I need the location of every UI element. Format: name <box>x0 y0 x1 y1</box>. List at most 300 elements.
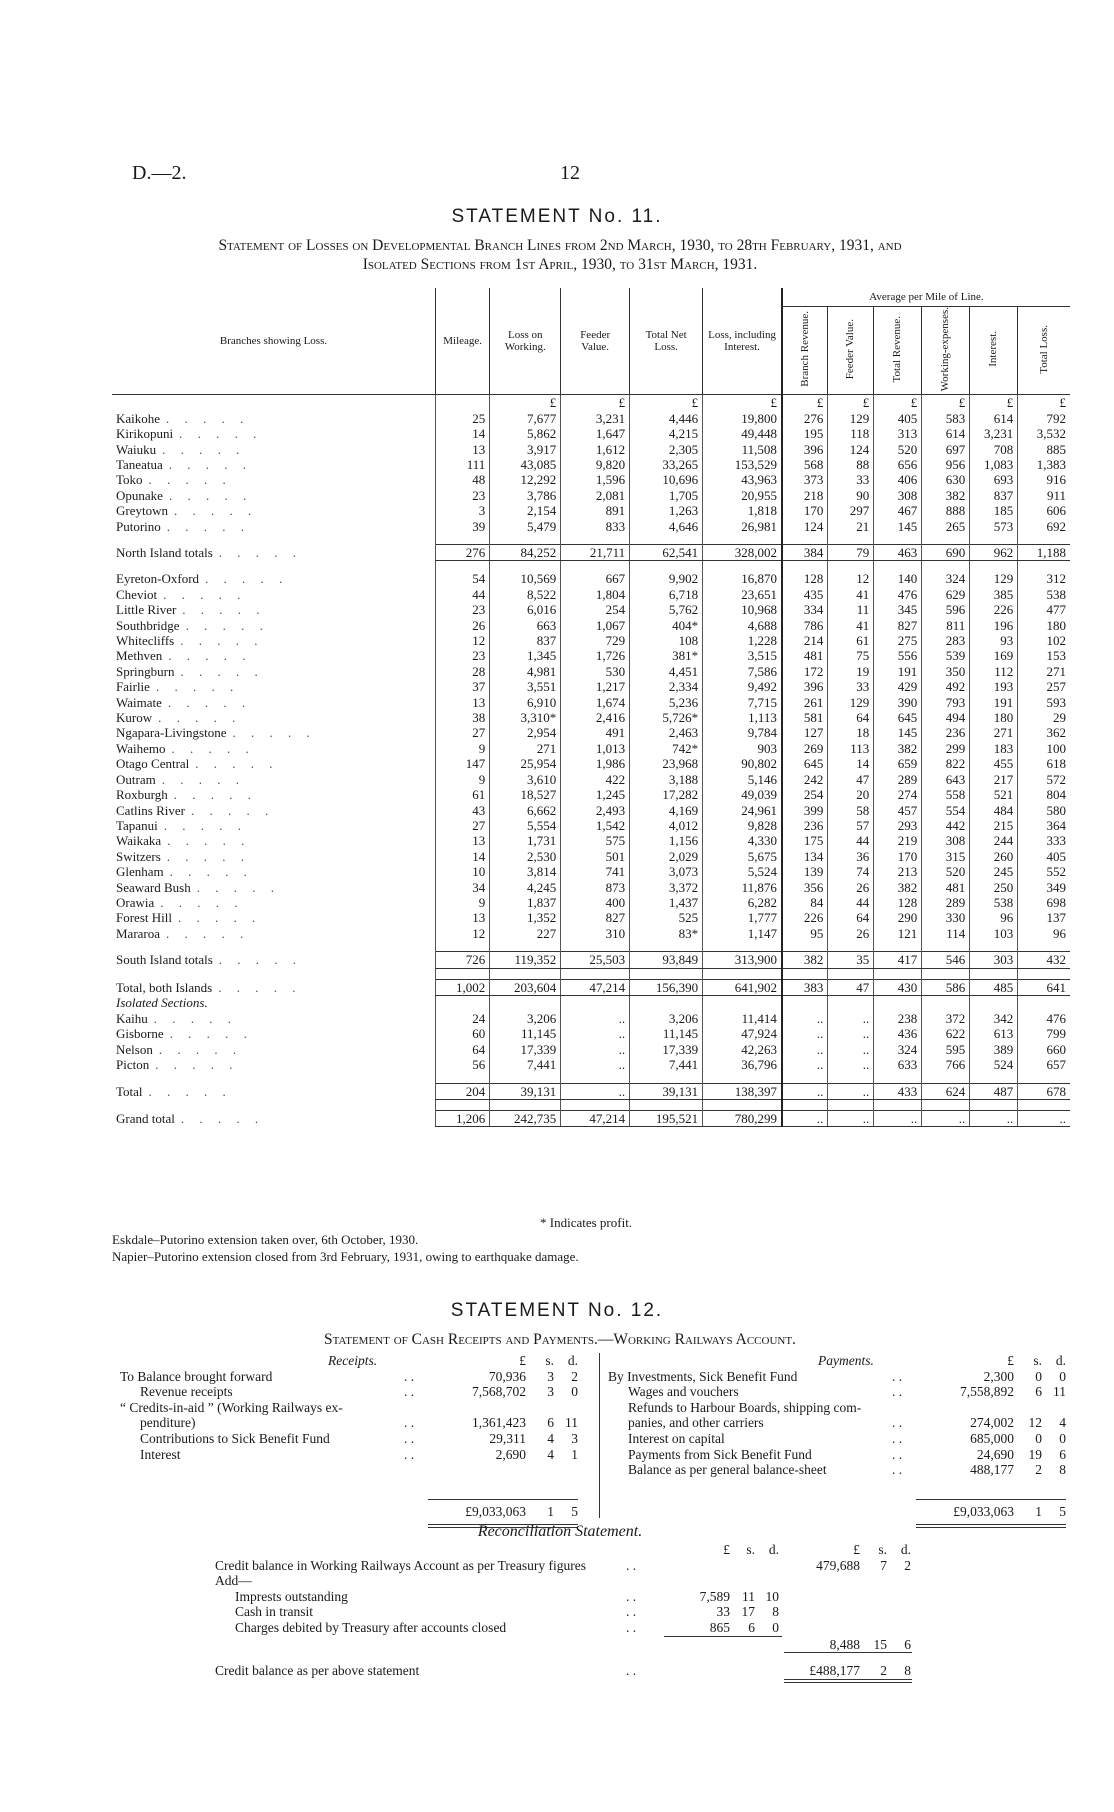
table-cell: 39,131 <box>630 1083 703 1099</box>
table-cell: 3,814 <box>490 864 561 879</box>
table-cell: 463 <box>874 545 922 561</box>
table-cell: 333 <box>1018 833 1070 848</box>
branch-name <box>112 1042 436 1057</box>
branch-name-text: Opunake <box>116 487 163 503</box>
branch-name <box>112 664 436 679</box>
leader-dots: . . . . . <box>171 740 255 756</box>
recon-label: Credit balance as per above statement <box>215 1663 420 1679</box>
leader-dots: . . <box>892 1446 903 1462</box>
table-cell: 9,784 <box>703 725 782 740</box>
table-cell: 276 <box>436 545 490 561</box>
table-row <box>112 895 1070 910</box>
table-cell: 283 <box>922 633 970 648</box>
table-cell: 580 <box>1018 803 1070 818</box>
table-cell: 786 <box>782 618 828 633</box>
table-cell: 20,955 <box>703 488 782 503</box>
table-cell: 297 <box>828 503 874 518</box>
table-row <box>112 587 1070 602</box>
table-cell: 1,674 <box>561 695 630 710</box>
table-cell: 145 <box>874 519 922 534</box>
table-row <box>112 1083 1070 1099</box>
table-row <box>112 818 1070 833</box>
table-cell: 1,705 <box>630 488 703 503</box>
branch-name-text: Total <box>116 1083 143 1099</box>
table-cell: 581 <box>782 710 828 725</box>
table-row <box>112 488 1070 503</box>
spacer-cell <box>874 941 922 952</box>
recon-amount-d: 10 <box>765 1588 779 1604</box>
amount-d: 11 <box>1053 1384 1066 1400</box>
table-cell: 334 <box>782 602 828 617</box>
table-cell: 6,910 <box>490 695 561 710</box>
table-cell: 36,796 <box>703 1057 782 1072</box>
lsd-heading: s. <box>545 1353 554 1368</box>
total-rule <box>428 1499 578 1500</box>
table-cell: 33,265 <box>630 457 703 472</box>
total-s: 1 <box>1035 1504 1042 1520</box>
table-cell: 93,849 <box>630 952 703 968</box>
table-cell: 128 <box>874 895 922 910</box>
table-cell: 4,215 <box>630 426 703 441</box>
recon-amount-s: 2 <box>880 1663 887 1679</box>
table-cell: 227 <box>490 926 561 941</box>
table-cell: 962 <box>970 545 1018 561</box>
cash-row <box>608 1447 1074 1463</box>
table-cell: 793 <box>922 695 970 710</box>
table-cell: 312 <box>1018 571 1070 586</box>
table-cell: 2,081 <box>561 488 630 503</box>
leader-dots: . . . . . <box>160 894 244 910</box>
spacer-cell <box>1018 1099 1070 1110</box>
losses-table <box>112 288 1070 1127</box>
branch-name-text: Switzers <box>116 848 161 864</box>
branch-name <box>112 679 436 694</box>
leader-dots: . . . . . <box>161 771 245 787</box>
table-cell: 23,968 <box>630 756 703 771</box>
table-cell: 3,532 <box>1018 426 1070 441</box>
table-cell: 417 <box>874 952 922 968</box>
table-cell: 6,662 <box>490 803 561 818</box>
table-cell: 430 <box>874 979 922 995</box>
pound-sign: £ <box>703 395 782 411</box>
table-cell: 43,085 <box>490 457 561 472</box>
col-avg-interest: Interest. <box>987 331 1000 368</box>
leader-dots: . . . . . <box>166 848 251 864</box>
table-cell: 330 <box>922 910 970 925</box>
table-cell: .. <box>782 1083 828 1099</box>
table-cell: 811 <box>922 618 970 633</box>
table-cell: 102 <box>1018 633 1070 648</box>
branch-name-text: Springburn <box>116 663 175 679</box>
amount-d: 2 <box>571 1368 578 1384</box>
branch-name-text: Nelson <box>116 1041 153 1057</box>
table-cell: 554 <box>922 803 970 818</box>
table-cell: 195 <box>782 426 828 441</box>
table-cell: 5,675 <box>703 849 782 864</box>
table-cell: 6,016 <box>490 602 561 617</box>
spacer-cell <box>828 995 874 1010</box>
table-row <box>112 545 1070 561</box>
spacer-cell <box>874 561 922 572</box>
spacer-cell <box>490 534 561 545</box>
spacer-cell <box>782 561 828 572</box>
spacer-row <box>112 941 1070 952</box>
table-cell: 4,330 <box>703 833 782 848</box>
amount-l: 7,568,702 <box>472 1384 526 1400</box>
total-d: 5 <box>571 1504 578 1520</box>
table-row <box>112 910 1070 925</box>
cash-label: Contributions to Sick Benefit Fund <box>140 1430 330 1446</box>
leader-dots: . . <box>626 1588 637 1604</box>
table-cell: 10 <box>436 864 490 879</box>
recon-amount-d: 0 <box>772 1619 779 1635</box>
spacer-cell <box>1018 534 1070 545</box>
branch-name-text: Gisborne <box>116 1026 164 1042</box>
table-cell: 39,131 <box>490 1083 561 1099</box>
spacer-cell <box>630 1073 703 1084</box>
spacer-cell <box>112 968 436 979</box>
table-cell: .. <box>561 1042 630 1057</box>
table-cell: 274 <box>874 787 922 802</box>
table-cell: 9,820 <box>561 457 630 472</box>
spacer-cell <box>782 1099 828 1110</box>
spacer-cell <box>782 1073 828 1084</box>
col-loss-incl-interest: Loss, including Interest. <box>703 288 782 395</box>
cash-total-row <box>120 1504 590 1520</box>
cash-row <box>120 1447 590 1463</box>
leader-dots: . . . . . <box>148 472 232 488</box>
spacer-row <box>112 968 1070 979</box>
table-row <box>112 833 1070 848</box>
branch-name-text: Grand total <box>116 1110 175 1126</box>
table-cell: 103 <box>970 926 1018 941</box>
branch-name-text: South Island totals <box>116 952 213 968</box>
table-cell: .. <box>561 1083 630 1099</box>
table-cell: 11,876 <box>703 880 782 895</box>
table-cell: 382 <box>922 488 970 503</box>
table-cell: 799 <box>1018 1026 1070 1041</box>
table-cell: 3,206 <box>630 1011 703 1026</box>
table-cell: 18 <box>828 725 874 740</box>
table-cell: 596 <box>922 602 970 617</box>
branch-name-text: Glenham <box>116 864 164 880</box>
table-cell: 303 <box>970 952 1018 968</box>
table-cell: 172 <box>782 664 828 679</box>
table-cell: 112 <box>970 664 1018 679</box>
recon-row <box>215 1558 975 1574</box>
table-cell: 690 <box>922 545 970 561</box>
table-cell: 432 <box>1018 952 1070 968</box>
table-cell: 4,451 <box>630 664 703 679</box>
table-cell: 313 <box>874 426 922 441</box>
branch-name <box>112 833 436 848</box>
table-cell: 12 <box>828 571 874 586</box>
table-cell: 1,383 <box>1018 457 1070 472</box>
table-cell: 308 <box>922 833 970 848</box>
branch-name <box>112 488 436 503</box>
table-cell: 124 <box>828 442 874 457</box>
table-cell: 6,282 <box>703 895 782 910</box>
leader-dots: . . . . . <box>168 648 252 664</box>
table-cell: 24 <box>436 1011 490 1026</box>
table-cell: 1,542 <box>561 818 630 833</box>
table-cell: 3,786 <box>490 488 561 503</box>
table-cell: 575 <box>561 833 630 848</box>
amount-s: 12 <box>1028 1415 1042 1431</box>
table-cell: 64 <box>828 710 874 725</box>
table-cell: 3,188 <box>630 772 703 787</box>
table-row <box>112 633 1070 648</box>
leader-dots: . . . . . <box>155 1057 239 1073</box>
payments-column <box>608 1353 1074 1528</box>
branch-name <box>112 952 436 968</box>
table-cell: 484 <box>970 803 1018 818</box>
spacer-cell <box>874 995 922 1010</box>
table-cell: 175 <box>782 833 828 848</box>
lsd-heading: s. <box>1033 1353 1042 1368</box>
table-cell: 271 <box>1018 664 1070 679</box>
recon-amount-l: 7,589 <box>699 1588 730 1604</box>
leader-dots: . . . . . <box>169 864 253 880</box>
branch-name <box>112 1026 436 1041</box>
leader-dots: . . . . . <box>179 426 263 442</box>
cash-row <box>120 1369 590 1385</box>
table-cell: 215 <box>970 818 1018 833</box>
branch-name-text: Orawia <box>116 894 155 910</box>
table-cell: 520 <box>922 864 970 879</box>
spacer-cell <box>782 995 828 1010</box>
table-cell: 742* <box>630 741 703 756</box>
note-napier: Napier–Putorino extension closed from 3rd February, 1931, owing to earthquake damage. <box>112 1249 579 1264</box>
cash-label: Interest on capital <box>628 1430 725 1446</box>
spacer-cell <box>828 561 874 572</box>
spacer-cell <box>1018 995 1070 1010</box>
recon-amount-l: 479,688 <box>816 1557 860 1573</box>
table-cell: 127 <box>782 725 828 740</box>
table-cell: 1,263 <box>630 503 703 518</box>
table-cell: 244 <box>970 833 1018 848</box>
leader-dots: . . . . . <box>166 518 251 534</box>
table-cell: 129 <box>828 695 874 710</box>
table-cell: .. <box>874 1110 922 1126</box>
recon-row <box>215 1573 975 1589</box>
table-cell: 61 <box>436 787 490 802</box>
cash-divider <box>599 1353 600 1518</box>
table-cell: 633 <box>874 1057 922 1072</box>
spacer-cell <box>828 1099 874 1110</box>
table-cell: 195,521 <box>630 1110 703 1126</box>
table-row <box>112 472 1070 487</box>
table-row <box>112 695 1070 710</box>
branch-name <box>112 895 436 910</box>
table-cell: 467 <box>874 503 922 518</box>
table-cell: 23,651 <box>703 587 782 602</box>
spacer-cell <box>630 534 703 545</box>
cash-row <box>608 1415 1074 1431</box>
table-cell: 382 <box>782 952 828 968</box>
table-cell: 4,169 <box>630 803 703 818</box>
table-cell: 7,586 <box>703 664 782 679</box>
table-cell: 139 <box>782 864 828 879</box>
leader-dots: . . . . . <box>185 617 269 633</box>
pound-sign: £ <box>874 395 922 411</box>
table-cell: 692 <box>1018 519 1070 534</box>
table-cell: 1,188 <box>1018 545 1070 561</box>
amount-l: 2,300 <box>983 1368 1014 1384</box>
table-cell: 26,981 <box>703 519 782 534</box>
cash-label: Refunds to Harbour Boards, shipping com- <box>628 1399 862 1415</box>
col-average-group: Average per Mile of Line. <box>782 288 1070 307</box>
table-cell: 1,818 <box>703 503 782 518</box>
table-cell: 41 <box>828 618 874 633</box>
amount-l: 2,690 <box>495 1446 526 1462</box>
table-cell: 113 <box>828 741 874 756</box>
recon-label: Imprests outstanding <box>235 1588 348 1604</box>
table-row <box>112 756 1070 771</box>
table-cell: 226 <box>970 602 1018 617</box>
table-row <box>112 725 1070 740</box>
table-cell: 75 <box>828 648 874 663</box>
leader-dots: . . . . . <box>218 979 302 995</box>
table-cell: 956 <box>922 457 970 472</box>
table-cell: 645 <box>782 756 828 771</box>
recon-add-total-row <box>215 1637 975 1653</box>
table-cell: 613 <box>970 1026 1018 1041</box>
leader-dots: . . . . . <box>218 952 303 968</box>
branch-name-text: Fairlie <box>116 679 150 695</box>
table-cell: 457 <box>874 803 922 818</box>
spacer-cell <box>970 941 1018 952</box>
amount-d: 3 <box>571 1430 578 1446</box>
spacer-cell <box>922 534 970 545</box>
table-cell: 494 <box>922 710 970 725</box>
table-row <box>112 741 1070 756</box>
table-cell: 7,677 <box>490 411 561 426</box>
leader-dots: . . <box>626 1557 637 1573</box>
table-cell: 572 <box>1018 772 1070 787</box>
table-cell: 137 <box>1018 910 1070 925</box>
spacer-cell <box>1018 1073 1070 1084</box>
lsd-heading: £ <box>519 1353 526 1368</box>
col-loss-working: Loss on Working. <box>490 288 561 395</box>
cash-label: penditure) <box>140 1415 196 1431</box>
table-cell: 3,231 <box>561 411 630 426</box>
branch-name-text: Roxburgh <box>116 787 168 803</box>
branch-name-text: Picton <box>116 1057 150 1073</box>
table-cell: 556 <box>874 648 922 663</box>
total-d: 5 <box>1059 1504 1066 1520</box>
table-cell: 315 <box>922 849 970 864</box>
spacer-cell <box>112 561 436 572</box>
table-cell: 342 <box>970 1011 1018 1026</box>
branch-name <box>112 545 436 561</box>
table-cell: 214 <box>782 633 828 648</box>
table-cell: 134 <box>782 849 828 864</box>
recon-add-total-s: 15 <box>873 1636 887 1652</box>
table-cell: 4,012 <box>630 818 703 833</box>
branch-name <box>112 880 436 895</box>
table-cell: 726 <box>436 952 490 968</box>
pound-sign: £ <box>630 395 703 411</box>
branch-name-text: Kaihu <box>116 1010 148 1026</box>
table-cell: 170 <box>874 849 922 864</box>
col-avg-working-exp: Working-expenses. <box>939 307 952 392</box>
amount-s: 0 <box>1035 1368 1042 1384</box>
branch-name <box>112 818 436 833</box>
spacer-cell <box>922 941 970 952</box>
table-cell: 663 <box>490 618 561 633</box>
table-cell: 29 <box>1018 710 1070 725</box>
pound-sign: £ <box>782 395 828 411</box>
spacer-cell <box>490 1099 561 1110</box>
spacer-cell <box>703 1073 782 1084</box>
table-cell: 3,610 <box>490 772 561 787</box>
table-cell: 9 <box>436 772 490 787</box>
table-cell: 481 <box>782 648 828 663</box>
table-cell: 49,448 <box>703 426 782 441</box>
table-cell: 442 <box>922 818 970 833</box>
table-cell: 390 <box>874 695 922 710</box>
recon-amount-l: £488,177 <box>809 1663 860 1679</box>
branch-name-text: Greytown <box>116 503 168 519</box>
page-reference: D.—2. <box>132 162 187 184</box>
table-cell: 20 <box>828 787 874 802</box>
table-cell: 1,206 <box>436 1110 490 1126</box>
table-cell: 25,954 <box>490 756 561 771</box>
recon-row <box>215 1589 975 1605</box>
table-cell: 1,113 <box>703 710 782 725</box>
table-cell: 383 <box>782 979 828 995</box>
branch-name-text: Waihemo <box>116 740 166 756</box>
recon-amount-l: 865 <box>709 1619 730 1635</box>
spacer-cell <box>970 1099 1018 1110</box>
table-cell: 3,073 <box>630 864 703 879</box>
table-row <box>112 926 1070 941</box>
table-cell: 568 <box>782 457 828 472</box>
leader-dots: . . . . . <box>196 879 280 895</box>
table-cell: 1,804 <box>561 587 630 602</box>
table-cell: 614 <box>922 426 970 441</box>
table-cell: 33 <box>828 679 874 694</box>
cash-row <box>120 1415 590 1431</box>
leader-dots: . . . . . <box>218 545 303 560</box>
table-row <box>112 979 1070 995</box>
branch-name-text: Ngapara-Livingstone <box>116 725 227 741</box>
table-cell: 2,493 <box>561 803 630 818</box>
table-cell: 586 <box>922 979 970 995</box>
table-cell: 583 <box>922 411 970 426</box>
table-cell: 236 <box>922 725 970 740</box>
branch-name-text: Eyreton-Oxford <box>116 571 200 587</box>
table-cell: 47,924 <box>703 1026 782 1041</box>
spacer-cell <box>782 534 828 545</box>
table-cell: 7,441 <box>490 1057 561 1072</box>
recon-label: Charges debited by Treasury after accounts closed <box>235 1619 507 1635</box>
table-cell: 1,013 <box>561 741 630 756</box>
table-cell: 546 <box>922 952 970 968</box>
spacer-cell <box>970 1073 1018 1084</box>
table-cell: 606 <box>1018 503 1070 518</box>
leader-dots: . . . . . <box>155 679 240 695</box>
table-cell: 21 <box>828 519 874 534</box>
table-cell: 487 <box>970 1083 1018 1099</box>
table-cell: 170 <box>782 503 828 518</box>
amount-s: 3 <box>547 1384 554 1400</box>
branch-name <box>112 587 436 602</box>
table-cell: 191 <box>970 695 1018 710</box>
spacer-cell <box>561 941 630 952</box>
table-cell: 90 <box>828 488 874 503</box>
